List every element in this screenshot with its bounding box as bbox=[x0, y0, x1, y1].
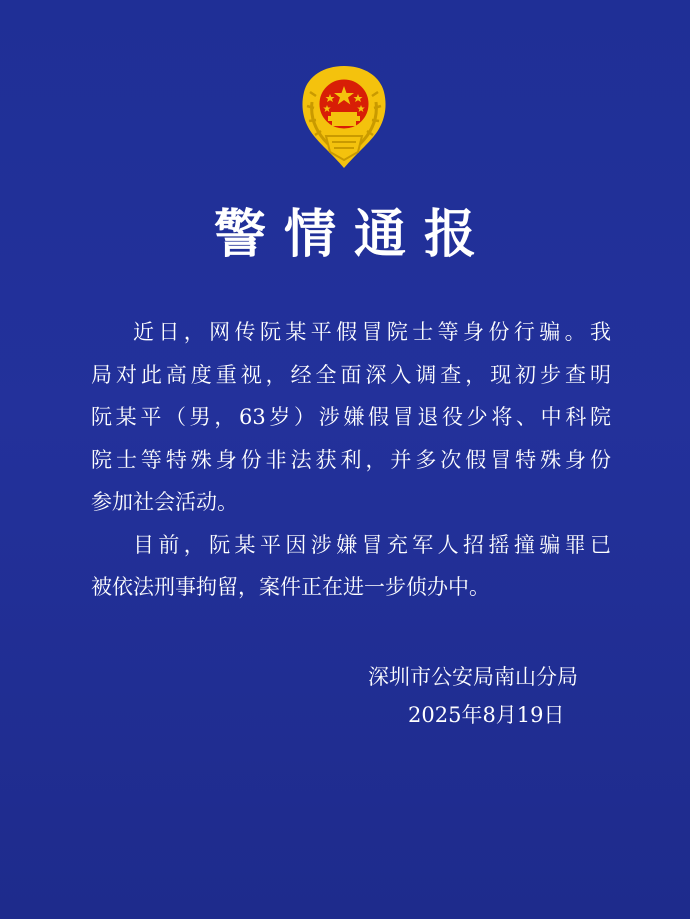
police-emblem-icon bbox=[294, 62, 394, 174]
paragraph-2-line-2: 被依法刑事拘留，案件正在进一步侦办中。 bbox=[91, 575, 490, 599]
paragraph-1-line-2: 局对此高度重视，经全面深入调查，现初步查明 bbox=[91, 362, 611, 387]
paragraph-1-line-5: 参加社会活动。 bbox=[91, 490, 238, 514]
issue-date: 2025年8月19日 bbox=[408, 703, 565, 727]
paragraph-1-line-4: 院士等特殊身份非法获利，并多次假冒特殊身份 bbox=[91, 447, 611, 472]
notice-body bbox=[91, 311, 611, 609]
paragraph-1-line-1: 近日，网传阮某平假冒院士等身份行骗。我 bbox=[133, 320, 611, 344]
paragraph-2-line-1: 目前，阮某平因涉嫌冒充军人招摇撞骗罪已 bbox=[133, 532, 611, 557]
notice-title: 警情通报 bbox=[213, 205, 494, 265]
paragraph-1-line-3: 阮某平（男，63岁）涉嫌假冒退役少将、中科院 bbox=[91, 405, 611, 429]
issuer-name: 深圳市公安局南山分局 bbox=[368, 665, 578, 689]
